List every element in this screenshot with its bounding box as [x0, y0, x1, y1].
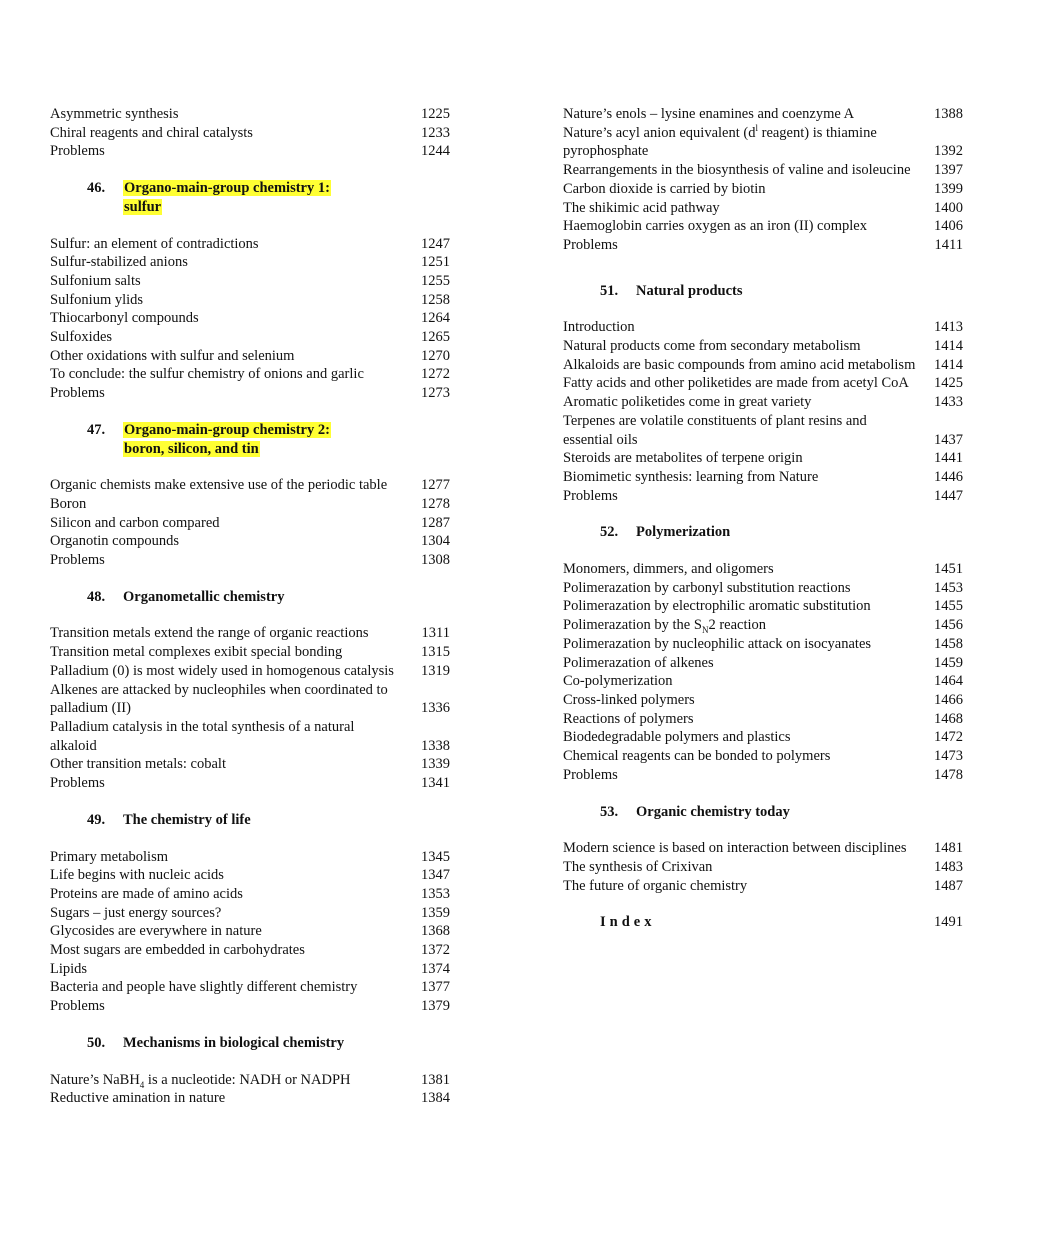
entry-title: Biomimetic synthesis: learning from Nature: [563, 468, 819, 485]
toc-entry: [563, 858, 963, 877]
entry-title: Polimerazation by carbonyl substitution reactions: [563, 579, 851, 596]
entry-page: 1374: [421, 960, 450, 977]
entry-title: Sulfonium salts: [50, 272, 141, 289]
entry-page: 1414: [934, 356, 963, 373]
entry-page: 1406: [934, 218, 963, 235]
entry-page: 1437: [934, 431, 963, 448]
entry-title: Polimerazation by nucleophilic attack on isocyanates: [563, 635, 872, 652]
toc-entry: [50, 142, 450, 161]
entry-page: 1319: [421, 662, 450, 679]
entry-title: Problems: [563, 236, 618, 253]
toc-entry: [563, 728, 963, 747]
entry-page: 1265: [421, 329, 450, 346]
toc-entry: [563, 124, 963, 161]
entry-title: Sulfoxides: [50, 329, 113, 346]
toc-entry: [50, 514, 450, 533]
entry-page: 1458: [934, 635, 963, 652]
entry-title: Other oxidations with sulfur and selenium: [50, 347, 295, 364]
entry-title: Sulfonium ylids: [50, 291, 144, 308]
toc-entry: [563, 710, 963, 729]
toc-entry: [50, 272, 450, 291]
entry-page: 1251: [421, 254, 450, 271]
entry-title: Problems: [50, 775, 105, 792]
entry-title: Reductive amination in nature: [50, 1090, 226, 1107]
entry-page: 1481: [934, 840, 963, 857]
index-label: Index: [600, 914, 656, 931]
entry-page: 1400: [934, 199, 963, 216]
toc-entry: [50, 922, 450, 941]
entry-page: 1379: [421, 998, 450, 1015]
entry-title: The future of organic chemistry: [563, 877, 748, 894]
toc-entry: [563, 318, 963, 337]
toc-entry: [563, 635, 963, 654]
entry-page: 1377: [421, 979, 450, 996]
toc-entry: [563, 560, 963, 579]
toc-entry: [50, 941, 450, 960]
entry-title: Reactions of polymers: [563, 710, 694, 727]
entry-page: 1339: [421, 756, 450, 773]
entry-page: 1338: [421, 737, 450, 754]
entry-title: Modern science is based on interaction between disciplines: [563, 840, 907, 857]
entry-title: Organotin compounds: [50, 533, 180, 550]
entry-page: 1441: [934, 450, 963, 467]
entry-title: Chiral reagents and chiral catalysts: [50, 124, 253, 141]
entry-page: 1455: [934, 598, 963, 615]
toc-entry: [50, 384, 450, 403]
chapter-title: Mechanisms in biological chemistry: [123, 1034, 345, 1051]
entry-page: 1247: [421, 235, 450, 252]
toc-entry: [50, 997, 450, 1016]
entry-page: 1459: [934, 654, 963, 671]
toc-entry: [50, 755, 450, 774]
entry-page: 1345: [421, 848, 450, 865]
entry-page: 1466: [934, 691, 963, 708]
entry-title: Transition metal complexes exibit special bonding: [50, 644, 343, 661]
entry-title: Haemoglobin carries oxygen as an iron (II) complex: [563, 218, 867, 235]
toc-entry: [563, 487, 963, 506]
chapter-title: Natural products: [636, 282, 743, 299]
entry-title: Monomers, dimmers, and oligomers: [563, 561, 774, 578]
chapter-title-line1: Organo-main-group chemistry 1:: [124, 180, 330, 197]
toc-entry: [50, 124, 450, 143]
entry-title: Polimerazation of alkenes: [563, 654, 714, 671]
toc-entry: [563, 337, 963, 356]
toc-entry: [50, 681, 450, 718]
entry-page: 1392: [934, 143, 963, 160]
chapter-number: 49.: [87, 811, 106, 828]
entry-page: 1478: [934, 766, 963, 783]
entry-page: 1258: [421, 291, 450, 308]
toc-entry: [563, 616, 963, 635]
entry-page: 1451: [934, 561, 963, 578]
entry-page: 1483: [934, 858, 963, 875]
entry-page: 1456: [934, 617, 963, 634]
entry-title: Lipids: [50, 960, 88, 977]
entry-page: 1308: [421, 552, 450, 569]
entry-title: Alkaloids are basic compounds from amino acid metabolism: [563, 356, 916, 373]
toc-entry: [50, 105, 450, 124]
toc-entry: [563, 356, 963, 375]
toc-entry: [50, 291, 450, 310]
entry-title: Problems: [50, 143, 105, 160]
chapter-47-heading: [87, 421, 450, 458]
chapter-53-heading: [600, 803, 963, 822]
toc-entry: [50, 885, 450, 904]
entry-title: Problems: [50, 998, 105, 1015]
chapter-title-line1: Organo-main-group chemistry 2:: [124, 421, 330, 438]
chapter-number: 52.: [600, 524, 619, 541]
chapter-number: 50.: [87, 1034, 106, 1051]
entry-title: Steroids are metabolites of terpene origin: [563, 450, 803, 467]
toc-entry: [50, 978, 450, 997]
entry-page: 1336: [421, 700, 450, 717]
entry-page: 1487: [934, 877, 963, 894]
entry-title: Sulfur-stabilized anions: [50, 254, 188, 271]
entry-title: Glycosides are everywhere in nature: [50, 923, 262, 940]
toc-entry: [563, 105, 963, 124]
entry-title: Problems: [50, 385, 105, 402]
entry-page: 1311: [421, 625, 450, 642]
entry-page: 1264: [421, 310, 450, 327]
toc-entry: [50, 1071, 450, 1090]
toc-entry: [563, 691, 963, 710]
toc-entry: [563, 161, 963, 180]
toc-left-column: [50, 105, 450, 1108]
entry-page: 1399: [934, 180, 963, 197]
entry-title: Sugars – just energy sources?: [50, 904, 222, 921]
toc-entry: [50, 662, 450, 681]
entry-page: 1433: [934, 394, 963, 411]
entry-title: Boron: [50, 495, 87, 512]
toc-entry: [50, 848, 450, 867]
entry-title: Chemical reagents can be bonded to polymers: [563, 748, 831, 765]
entry-page: 1272: [421, 366, 450, 383]
entry-title: Most sugars are embedded in carbohydrates: [50, 942, 305, 959]
toc-entry: [50, 309, 450, 328]
entry-page: 1304: [421, 533, 450, 550]
toc-entry: [563, 672, 963, 691]
entry-title: Terpenes are volatile constituents of plant resins and essential oils: [563, 412, 867, 448]
chapter-number: 53.: [600, 803, 619, 820]
entry-title: Problems: [563, 766, 618, 783]
toc-entry: [50, 476, 450, 495]
toc-entry: [563, 579, 963, 598]
entry-page: 1464: [934, 673, 963, 690]
toc-entry: [50, 960, 450, 979]
entry-title: Aromatic poliketides come in great variety: [563, 394, 812, 411]
entry-title: Problems: [563, 487, 618, 504]
entry-page: 1225: [421, 106, 450, 122]
entry-title: Co-polymerization: [563, 673, 673, 690]
chapter-title: The chemistry of life: [123, 811, 251, 828]
toc-entry: [563, 374, 963, 393]
entry-title: Primary metabolism: [50, 848, 168, 865]
toc-entry: [50, 904, 450, 923]
chapter-number: 48.: [87, 588, 106, 605]
chapter-50-heading: [87, 1034, 450, 1053]
entry-page: 1255: [421, 272, 450, 289]
entry-title: Proteins are made of amino acids: [50, 885, 243, 902]
toc-entry: [50, 365, 450, 384]
entry-page: 1414: [934, 338, 963, 355]
entry-title: Biodedegradable polymers and plastics: [563, 729, 791, 746]
entry-title: Other transition metals: cobalt: [50, 756, 226, 773]
toc-entry: [50, 328, 450, 347]
chapter-title: Polymerization: [636, 524, 731, 541]
entry-page: 1411: [934, 236, 963, 253]
toc-entry: [50, 643, 450, 662]
entry-page: 1359: [421, 904, 450, 921]
toc-entry: [563, 412, 963, 449]
chapter-49-heading: [87, 811, 450, 830]
chapter-52-heading: [600, 523, 963, 542]
entry-title: Polimerazation by electrophilic aromatic substitution: [563, 598, 871, 615]
entry-title: The shikimic acid pathway: [563, 199, 720, 216]
entry-page: 1287: [421, 514, 450, 531]
entry-page: 1278: [421, 495, 450, 512]
toc-entry: [50, 532, 450, 551]
entry-title: Palladium catalysis in the total synthesis of a natural alkaloid: [50, 718, 355, 754]
entry-title: Problems: [50, 552, 105, 569]
entry-title: Silicon and carbon compared: [50, 514, 220, 531]
toc-entry: [563, 766, 963, 785]
toc-entry: [50, 235, 450, 254]
toc-entry: [563, 839, 963, 858]
entry-page: 1341: [421, 775, 450, 792]
entry-title: Carbon dioxide is carried by biotin: [563, 180, 766, 197]
entry-title: Nature’s acyl anion equivalent ($d^l$ reagent) is thiamine pyrophosphate: [563, 122, 877, 160]
entry-page: 1353: [421, 885, 450, 902]
toc-entry: [50, 866, 450, 885]
toc-entry: [50, 253, 450, 272]
entry-page: 1277: [421, 477, 450, 494]
entry-page: 1315: [421, 644, 450, 661]
entry-title: Life begins with nucleic acids: [50, 867, 224, 884]
entry-page: 1347: [421, 867, 450, 884]
entry-title: The synthesis of Crixivan: [563, 858, 713, 875]
toc-entry: [563, 217, 963, 236]
entry-title: Rearrangements in the biosynthesis of valine and isoleucine: [563, 162, 911, 179]
entry-page: 1388: [934, 106, 963, 122]
entry-title: Transition metals extend the range of organic reactions: [50, 625, 369, 642]
toc-entry: [50, 1089, 450, 1108]
toc-entry: [563, 597, 963, 616]
entry-title: Nature’s NaBH$_4$ is a nucleotide: NADH or NADPH: [50, 1071, 351, 1090]
toc-entry: [563, 393, 963, 412]
entry-page: 1233: [421, 124, 450, 141]
toc-entry: [563, 468, 963, 487]
entry-title: Thiocarbonyl compounds: [50, 310, 199, 327]
toc-right-column: [563, 105, 963, 932]
entry-title: Cross-linked polymers: [563, 691, 695, 708]
entry-title: Asymmetric synthesis: [50, 106, 179, 122]
entry-page: 1472: [934, 729, 963, 746]
chapter-51-heading: [600, 282, 963, 301]
entry-title: Organic chemists make extensive use of the periodic table: [50, 477, 388, 494]
entry-page: 1384: [421, 1090, 450, 1107]
entry-page: 1447: [934, 487, 963, 504]
toc-entry: [50, 718, 450, 755]
toc-entry: [50, 624, 450, 643]
entry-title: To conclude: the sulfur chemistry of onions and garlic: [50, 366, 364, 383]
entry-page: 1446: [934, 468, 963, 485]
entry-title: Palladium (0) is most widely used in homogenous catalysis: [50, 662, 394, 679]
toc-entry: [50, 774, 450, 793]
entry-page: 1397: [934, 162, 963, 179]
chapter-title-line2: sulfur: [124, 198, 162, 215]
toc-entry: [563, 747, 963, 766]
entry-title: Introduction: [563, 319, 635, 336]
entry-title: Bacteria and people have slightly different chemistry: [50, 979, 358, 996]
entry-page: 1273: [421, 385, 450, 402]
chapter-number: 47.: [87, 421, 106, 438]
toc-entry: [50, 551, 450, 570]
entry-title: Polimerazation by the $S_N2$ reaction: [563, 617, 767, 636]
chapter-number: 46.: [87, 180, 106, 197]
entry-title: Natural products come from secondary metabolism: [563, 338, 861, 355]
entry-page: 1368: [421, 923, 450, 940]
entry-page: 1425: [934, 375, 963, 392]
toc-entry: [563, 877, 963, 896]
entry-page: 1468: [934, 710, 963, 727]
toc-entry: [50, 495, 450, 514]
toc-entry: [563, 449, 963, 468]
chapter-46-heading: [87, 179, 450, 216]
entry-title: Fatty acids and other poliketides are made from acetyl CoA: [563, 375, 909, 392]
entry-title: Nature’s enols – lysine enamines and coenzyme A: [563, 106, 855, 122]
entry-page: 1453: [934, 579, 963, 596]
entry-title: Alkenes are attacked by nucleophiles when coordinated to palladium (II): [50, 681, 388, 717]
index-entry: [563, 913, 963, 932]
toc-entry: [563, 654, 963, 673]
toc-entry: [563, 180, 963, 199]
entry-page: 1381: [421, 1071, 450, 1088]
chapter-number: 51.: [600, 282, 619, 299]
index-page: 1491: [934, 914, 963, 931]
toc-entry: [50, 347, 450, 366]
entry-page: 1270: [421, 347, 450, 364]
entry-title: Sulfur: an element of contradictions: [50, 235, 259, 252]
entry-page: 1413: [934, 319, 963, 336]
chapter-48-heading: [87, 588, 450, 607]
entry-page: 1244: [421, 143, 450, 160]
entry-page: 1473: [934, 748, 963, 765]
toc-entry: [563, 236, 963, 255]
chapter-title: Organic chemistry today: [636, 803, 790, 820]
toc-entry: [563, 199, 963, 218]
entry-page: 1372: [421, 942, 450, 959]
chapter-title-line2: boron, silicon, and tin: [124, 440, 259, 457]
chapter-title: Organometallic chemistry: [123, 588, 285, 605]
